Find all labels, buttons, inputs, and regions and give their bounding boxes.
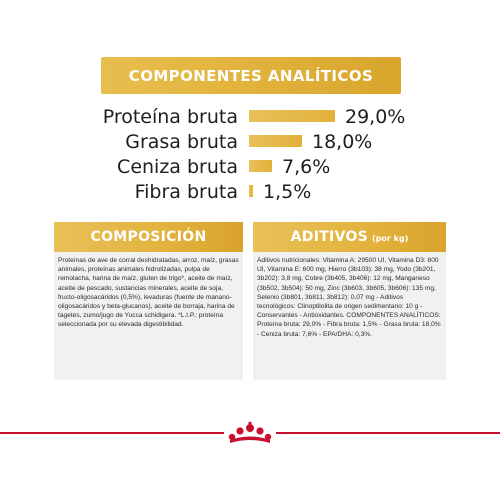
nutrient-label: Grasa bruta	[125, 131, 238, 153]
nutrient-value: 1,5%	[263, 181, 312, 203]
composition-header	[54, 222, 243, 252]
nutrient-value: 29,0%	[345, 106, 406, 128]
composition-card	[54, 222, 243, 380]
footer-divider-left	[0, 432, 224, 434]
additives-text: Aditivos nutricionales: Vitamina A: 29500 UI, Vitamina D3: 800 UI, Vitamina E: 600 mg, Hierro (3b103): 38 mg, Yodo (3b201, 3b202): 3,8 mg, Cobre (3b405, 3b406): 12 mg, Manganeso (3b502, 3b504): 50 mg, Zinc (3b603, 3b605, 3b606): 135 mg, Selenio (3b801, 3b811, 3b812): 0,07 mg - Aditivos tecnológicos: Clinoptilolita de origen sedimentario: 10 g - Conservantes - Antioxidantes. COMPONENTES ANALÍTICOS: Proteína bruta: 29,0% - Fibra bruta: 1,5% - Grasa bruta: 18,0% - Ceniza bruta: 7,6% - EPA/DHA: 0,3%.	[257, 257, 441, 338]
additives-title: ADITIVOS	[290, 229, 369, 245]
nutrient-value: 18,0%	[312, 131, 373, 153]
analytical-components-banner	[101, 57, 401, 94]
analytical-components-title: COMPONENTES ANALÍTICOS	[128, 66, 374, 85]
nutrient-row-ash	[0, 155, 500, 179]
nutrient-row-fiber	[0, 180, 500, 204]
additives-subtitle: (por kg)	[372, 234, 409, 243]
nutrient-bar	[249, 135, 302, 147]
composition-text: Proteínas de ave de corral deshidratadas, arroz, maíz, grasas animales, proteínas animales hidrolizadas, pulpa de remolacha, harina de maíz, gluten de trigo*, aceite de maíz, aceite de pescado, sustancias minerales, aceite de soja, fructo-oligosacáridos (0,5%), levaduras (fuente de manano-oligosacáridos y beta-glucanos), aceite de borraja, harina de tagetes, zumo/jugo de Yucca schidigera. *L.I.P.: proteína seleccionada por su elevada digestibilidad.	[58, 257, 239, 329]
nutrient-bar	[249, 185, 253, 197]
composition-title: COMPOSICIÓN	[90, 229, 207, 245]
footer-divider-right	[276, 432, 500, 434]
nutrient-label: Fibra bruta	[134, 181, 238, 203]
additives-header	[253, 222, 446, 252]
nutrient-value: 7,6%	[282, 156, 331, 178]
nutrient-bar	[249, 110, 335, 122]
nutrient-bar	[249, 160, 272, 172]
royal-canin-crown-icon	[226, 421, 274, 445]
nutrient-label: Ceniza bruta	[117, 156, 238, 178]
nutrient-row-fat	[0, 130, 500, 154]
additives-card	[253, 222, 446, 380]
nutrient-label: Proteína bruta	[102, 106, 238, 128]
nutrient-row-protein	[0, 105, 500, 129]
